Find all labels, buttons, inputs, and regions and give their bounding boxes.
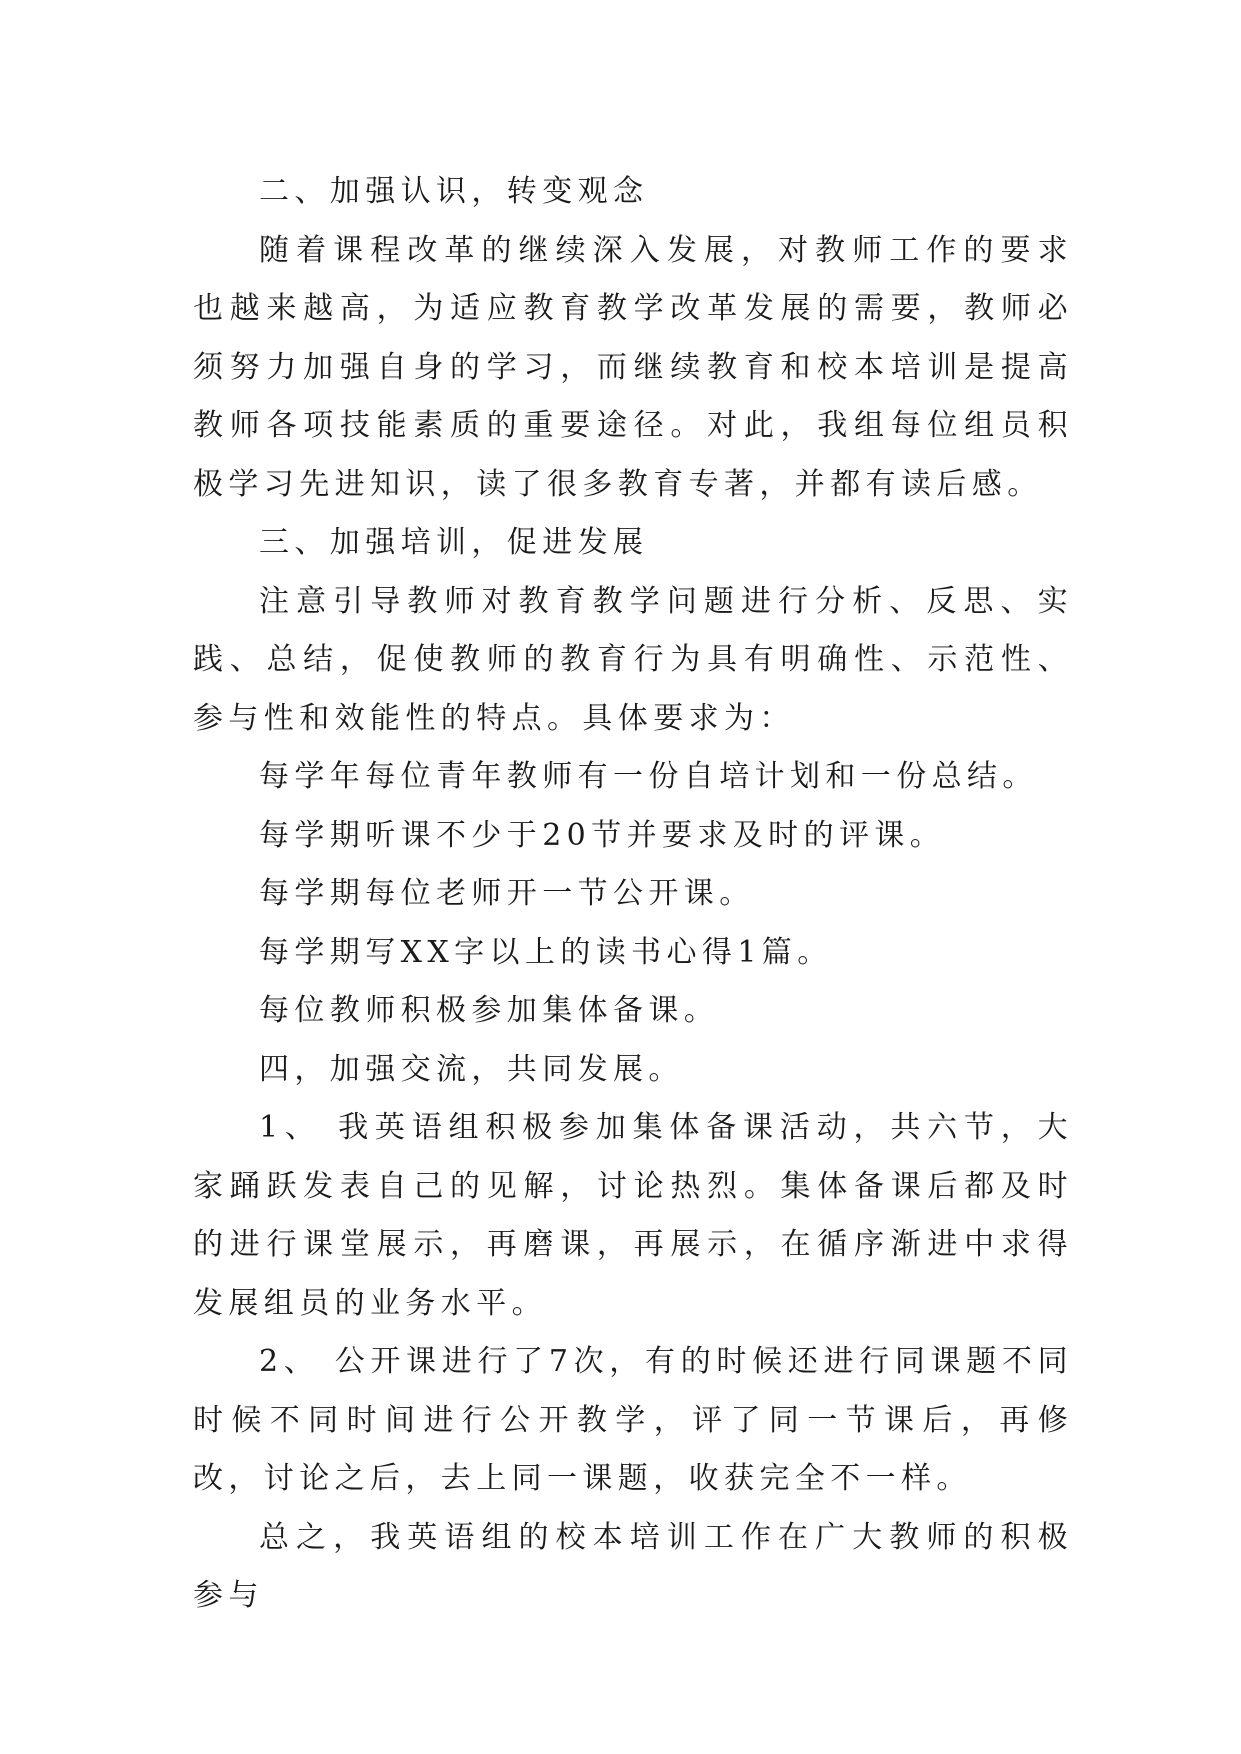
section-heading-3: 三、加强培训，促进发展 xyxy=(259,525,649,560)
section-heading-4: 四，加强交流，共同发展。 xyxy=(259,1051,684,1087)
document-body xyxy=(193,163,1073,1626)
requirement-item: 每位教师积极参加集体备课。 xyxy=(259,993,720,1028)
paragraph-study: 随着课程改革的继续深入发展，对教师工作的要求也越来越高，为适应教育教学改革发展的需要，教师必须努力加强自身的学习，而继续教育和校本培训是提高教师各项技能素质的重要途径。对此，我组每位组员积极学习先进知识，读了很多教育专著，并都有读后感。 xyxy=(193,232,1073,502)
requirement-item: 每学年每位青年教师有一份自培计划和一份总结。 xyxy=(259,759,1038,794)
section-heading-2: 二、加强认识，转变观念 xyxy=(259,174,649,209)
requirement-item: 每学期每位老师开一节公开课。 xyxy=(259,876,755,911)
requirement-item: 每学期写XX字以上的读书心得1篇。 xyxy=(259,934,833,970)
requirement-item: 每学期听课不少于20节并要求及时的评课。 xyxy=(259,817,946,853)
paragraph-open-class: 2、 公开课进行了7次，有的时候还进行同课题不同时候不同时间进行公开教学，评了同一节课后，再修改，讨论之后，去上同一课题，收获完全不一样。 xyxy=(193,1344,1073,1496)
paragraph-lesson-prep: 1、 我英语组积极参加集体备课活动，共六节，大家踊跃发表自己的见解，讨论热烈。集体备课后都及时的进行课堂展示，再磨课，再展示，在循序渐进中求得发展组员的业务水平。 xyxy=(193,1110,1073,1321)
paragraph-summary: 总之，我英语组的校本培训工作在广大教师的积极参与 xyxy=(193,1519,1073,1613)
paragraph-training: 注意引导教师对教育教学问题进行分析、反思、实践、总结，促使教师的教育行为具有明确性、示范性、参与性和效能性的特点。具体要求为： xyxy=(193,583,1073,736)
